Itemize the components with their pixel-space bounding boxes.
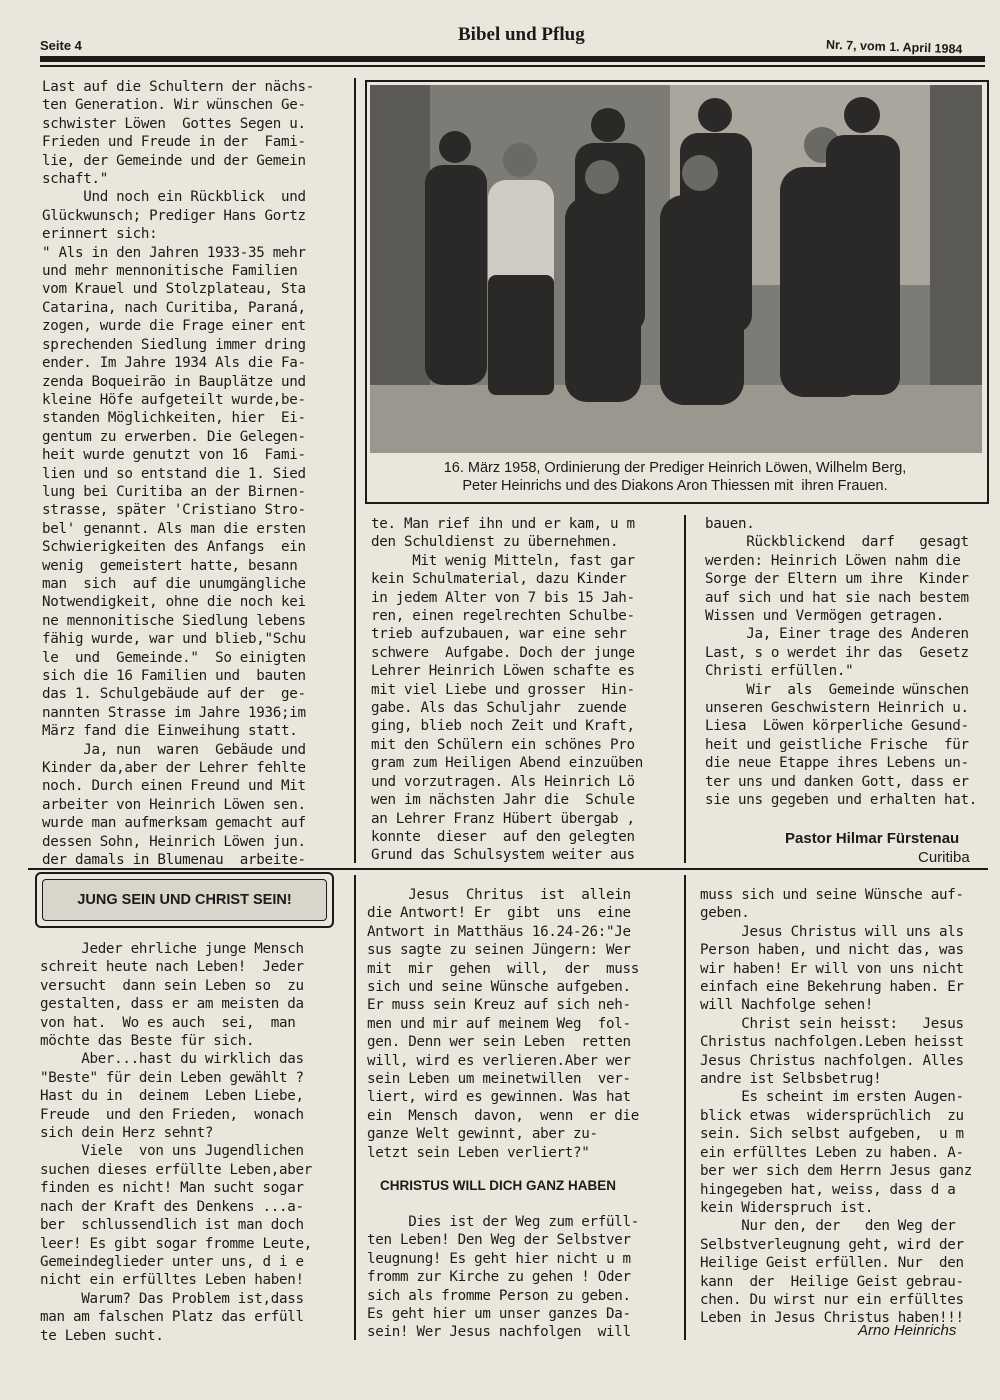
- top-article-column-3: bauen. Rückblickend darf gesagt werden: Heinrich Löwen nahm die Sorge der Eltern um ihre Kinder auf sich und hat sie nach bestem Wissen und Vermögen getragen. Ja, Einer trage des Anderen Last, s o werdet ihr das Gesetz Christi erfüllen." Wir als Gemeinde wünschen unseren Geschwistern Heinrich u. Liesa Löwen körperliche Gesund- heit und geistliche Frische für die neue Etappe ihres Lebens un- ter uns und danken Gott, dass er sie uns gegeben und erhalten hat.: [705, 516, 977, 809]
- top-column-divider-1: [354, 78, 356, 863]
- photo-caption: 16. März 1958, Ordinierung der Prediger Heinrich Löwen, Wilhelm Berg, Peter Heinrichs und des Diakons Aron Thiessen mit ihren Frauen.: [443, 460, 907, 494]
- top-article-location: Curitiba: [918, 849, 970, 866]
- top-column-divider-2: [684, 515, 686, 863]
- page-number: Seite 4: [40, 38, 82, 53]
- top-article-column-1: Last auf die Schultern der nächs- ten Generation. Wir wünschen Ge- schwister Löwen Gottes Segen u. Frieden und Freude in der Fami- lie, der Gemeinde und der Gemein schaft." Und noch ein Rückblick und Glückwunsch; Prediger Hans Gortz erinnert sich: " Als in den Jahren 1933-35 mehr und mehr mennonitische Familien vom Krauel und Stolzplateau, Sta Catarina, nach Curitiba, Paraná, zogen, wurde die Frage einer ent sprechenden Siedlung immer dring ender. Im Jahre 1934 Als die Fa- zenda Boqueirão in Bauplätze und kleine Höfe aufgeteilt wurde,be- standen Möglichkeiten, hier Ei- gentum zu erwerben. Die Gelegen- heit wurde genutzt von 16 Fami- lien und so entstand die 1. Sied lung bei Curitiba an der Birnen- strasse, später 'Cristiano Stro- bel' genannt. Als man die ersten Schwierigkeiten des Anfangs ein wenig gemeistert hatte, besann man sich auf die unumgängliche Notwendigkeit, ohne die noch kei ne mennonitische Siedlung lebens fähig wurde, war und blieb,"Schu le und Gemeinde." So einigten sich die 16 Familien und bauten das 1. Schulgebäude auf der ge- nannten Strasse im Jahre 1936;im März fand die Einweihung statt. Ja, nun waren Gebäude und Kinder da,aber der Lehrer fehlte noch. Durch einen Freund und Mit arbeiter von Heinrich Löwen sen. wurde man aufmerksam gemacht auf dessen Sohn, Heinrich Löwen jun. der damals in Blumenau arbeite-: [42, 79, 314, 869]
- youth-article-title-box: [35, 872, 334, 928]
- header-rule-thin: [40, 65, 985, 67]
- bottom-column-divider-2: [684, 875, 686, 1340]
- bottom-column-divider-1: [354, 875, 356, 1340]
- ordination-photo: [370, 85, 982, 453]
- newspaper-title: Bibel und Pflug: [458, 24, 585, 45]
- youth-article-column-1: Jeder ehrliche junge Mensch schreit heute nach Leben! Jeder versucht dann sein Leben so zu gestalten, dass er am meisten da von hat. Wo es auch sei, man möchte das Beste für sich. Aber...hast du wirklich das "Beste" für dein Leben gewählt ? Hast du in deinem Leben Liebe, Freude und den Frieden, wonach sich dein Herz sehnt? Viele von uns Jugendlichen suchen dieses erfüllte Leben,aber finden es nicht! Man sucht sogar nach der Kraft des Denkens ...a- ber schlussendlich ist man doch leer! Es gibt sogar fromme Leute, Gemeindeglieder unter uns, d i e nicht ein erfülltes Leben haben! Warum? Das Problem ist,dass man am falschen Platz das erfüll te Leben sucht.: [40, 941, 312, 1344]
- youth-article-author: Arno Heinrichs: [858, 1322, 957, 1339]
- youth-article-column-3: muss sich und seine Wünsche auf- geben. Jesus Christus will uns als Person haben, und nicht das, was wir haben! Er will von uns nicht einfach eine Bekehrung haben. Er will Nachfolge sehen! Christ sein heisst: Jesus Christus nachfolgen.Leben heisst Jesus Christus nachfolgen. Alles andre ist Selbsbetrug! Es scheint im ersten Augen- blick etwas widersprüchlich zu sein. Sich selbst aufgeben, u m ein erfülltes Leben zu haben. A- ber wer sich dem Herrn Jesus ganz hingegeben hat, weiss, dass d a kein Widerspruch ist. Nur den, der den Weg der Selbstverleugnung geht, wird der Heilige Geist erfüllen. Nur den kann der Heilige Geist gebrau- chen. Du wirst nur ein erfülltes Leben in Jesus Christus haben!!!: [700, 887, 972, 1327]
- youth-article-title: JUNG SEIN UND CHRIST SEIN!: [42, 879, 327, 921]
- section-divider: [28, 868, 988, 870]
- top-article-author: Pastor Hilmar Fürstenau: [785, 830, 960, 847]
- youth-article-column-2b: Dies ist der Weg zum erfüll- ten Leben! Den Weg der Selbstver leugnung! Es geht hier nicht u m fromm zur Kirche zu gehen ! Oder sich als fromme Person zu geben. Es geht hier um unser ganzes Da- sein! Wer Jesus nachfolgen will: [367, 1214, 639, 1341]
- youth-article-column-2: Jesus Chritus ist allein die Antwort! Er gibt uns eine Antwort in Matthäus 16.24-26:"Je sus sagte zu seinen Jüngern: Wer mit mir gehen will, der muss sich und seine Wünsche aufgeben. Er muss sein Kreuz auf sich neh- men und mir auf meinem Weg fol- gen. Denn wer sein Leben retten will, wird es verlieren.Aber wer sein Leben um meinetwillen ver- liert, wird es gewinnen. Was hat ein Mensch davon, wenn er die ganze Welt gewinnt, aber zu- letzt sein Leben verliert?": [367, 887, 639, 1161]
- header-rule-thick: [40, 56, 985, 62]
- group-photo-illustration: [370, 85, 982, 453]
- youth-article-subheading: CHRISTUS WILL DICH GANZ HABEN: [380, 1178, 616, 1193]
- issue-date: Nr. 7, vom 1. April 1984: [825, 37, 963, 57]
- top-article-column-2: te. Man rief ihn und er kam, u m den Schuldienst zu übernehmen. Mit wenig Mitteln, fast gar kein Schulmaterial, dazu Kinder in jedem Alter von 7 bis 15 Jah- ren, einen regelrechten Schulbe- trieb aufzubauen, war eine sehr schwere Aufgabe. Doch der junge Lehrer Heinrich Löwen schafte es mit viel Liebe und grosser Hin- gabe. Als das Schuljahr zuende ging, blieb noch Zeit und Kraft, mit den Schülern ein schönes Pro gram zum Heiligen Abend einzuüben und vorzutragen. Als Heinrich Lö wen im nächsten Jahr die Schule an Lehrer Franz Hübert übergab , konnte dieser auf den gelegten Grund das Schulsystem weiter aus: [371, 516, 643, 864]
